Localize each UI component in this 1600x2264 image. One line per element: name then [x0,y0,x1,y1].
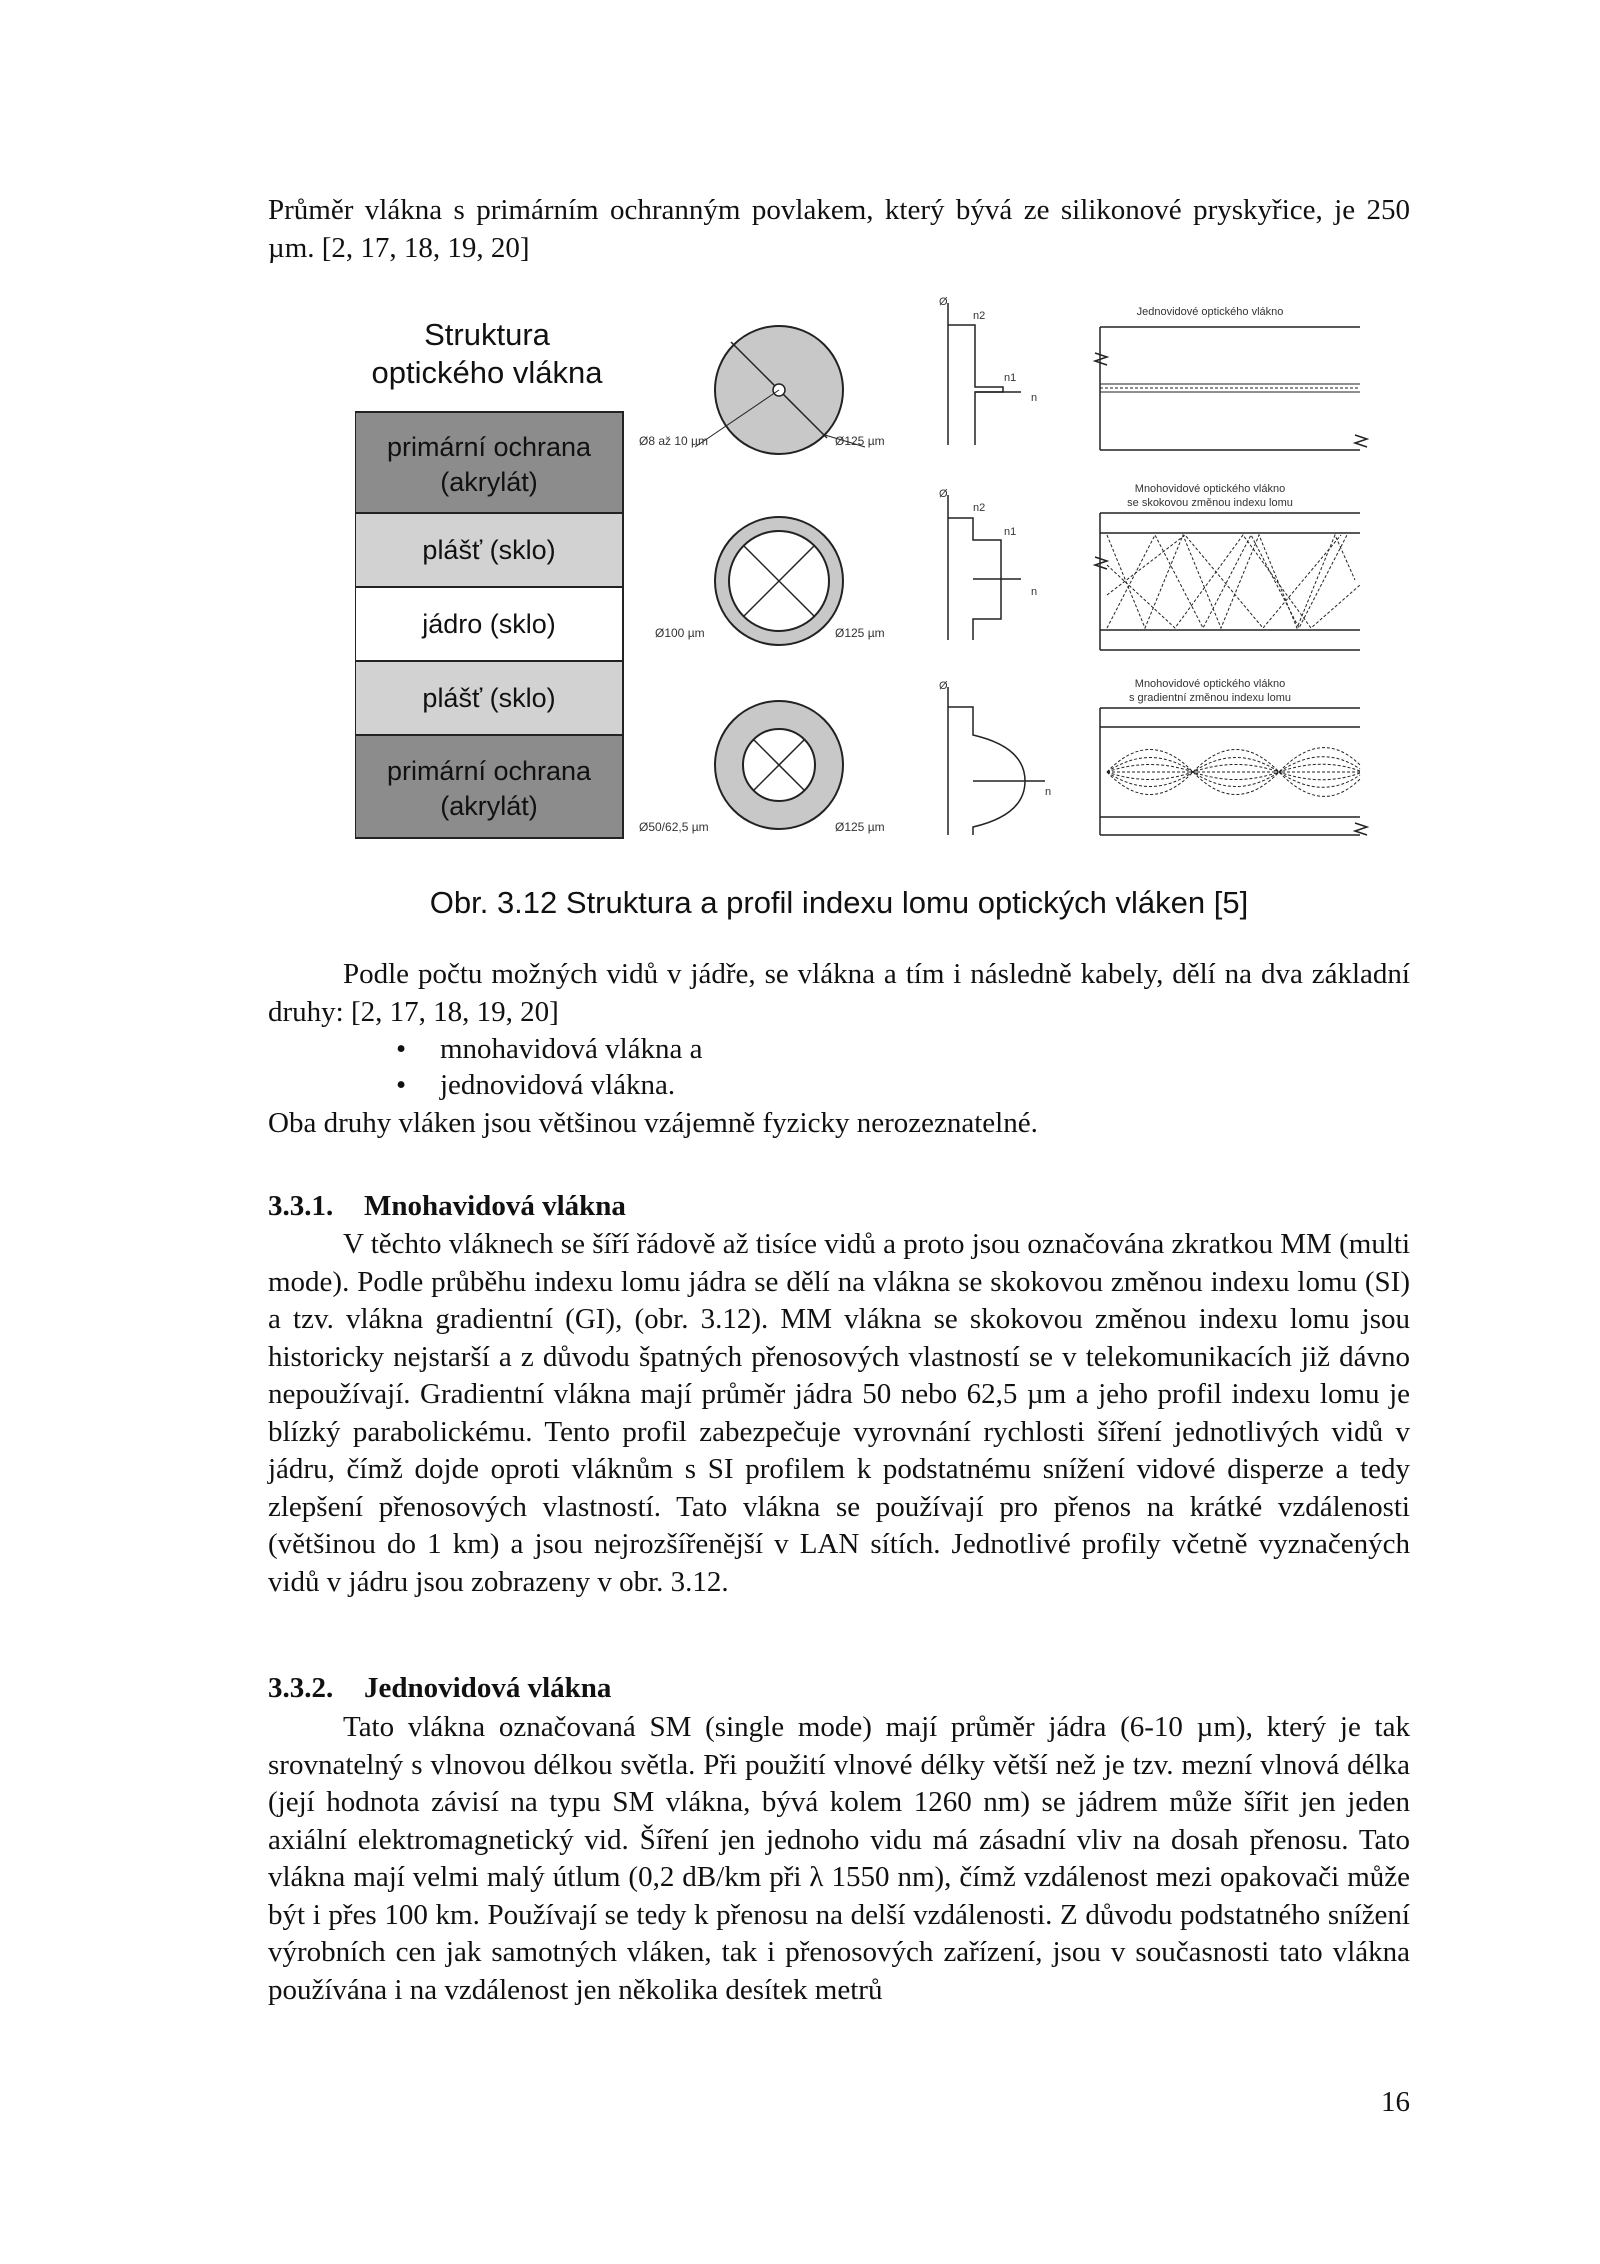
list-item-text: mnohavidová vlákna a [440,1033,703,1065]
sm-n1-label: n1 [1004,372,1017,384]
sm-n-label: n [1031,392,1038,404]
gi-fiber-title-line2: s gradientní změnou indexu lomu [1128,692,1292,704]
types-paragraph: Podle počtu možných vidů v jádře, se vlákna a tím i následně kabely, dělí na dva základní druhy: [2, 17, 18, 19, 20] [268,958,1410,1028]
section-text-multimode: V těchto vláknech se šíří řádově až tisíce vidů a proto jsou označována zkratkou MM (multi mode). Podle průběhu indexu lomu jádra se dělí na vlákna se skokovou změnou indexu lomu (SI) a tzv. vlákna gradientní (GI), (obr. 3.12). MM vlákna se skokovou změnou indexu lomu jsou historicky nejstarší a z důvodu špatných přenosových vlastností se v telekomunikacích již dávno nepoužívají. Gradientní vlákna mají průměr jádra 50 nebo 62,5 µm a jeho profil indexu lomu je blízký parabolickému. Tento profil zabezpečuje vyrovnání rychlosti šíření jednotlivých vidů v jádru, čímž dojde oproti vláknům s SI profilem k podstatnému snížení vidové disperze a tedy zlepšení přenosových vlastností. Tato vlákna se používají pro přenos na krátké vzdálenosti (většinou do 1 km) a jsou nejrozšířenější v LAN sítích. Jednotlivé profily včetně vyznačených vidů v jádru jsou zobrazeny v obr. 3.12. [268,1228,1410,1598]
structure-title-line1: Struktura [424,317,550,352]
layer-coating-top [355,412,623,513]
section-heading-singlemode [268,1672,611,1705]
si-clad-label: Ø125 µm [835,626,885,640]
section-heading-multimode [268,1190,626,1223]
bullet-icon: • [396,1069,407,1101]
si-core-label: Ø100 µm [655,626,705,640]
layer-cladding-top-label: plášť (sklo) [422,535,556,565]
layer-core-label: jádro (sklo) [422,609,556,639]
gi-fiber-title-line1: Mnohovidové optického vlákno [1134,678,1286,690]
section-title: Jednovidová vlákna [364,1672,612,1704]
layer-coating-top-line1: primární ochrana [386,432,592,462]
structure-title-line2: optického vlákna [371,355,603,390]
section-text-singlemode: Tato vlákna označovaná SM (single mode) mají průměr jádra (6-10 µm), který je tak srovnatelný s vlnovou délkou světla. Při použití vlnové délky větší než je tzv. mezní vlnová délka (její hodnota závisí na typu SM vlákna, bývá kolem 1260 nm) se jádrem může šířit jen jeden axiální elektromagnetický vid. Šíření jen jednoho vidu má zásadní vliv na dosah přenosu. Tato vlákna mají velmi malý útlum (0,2 dB/km při λ 1550 nm), čímž vzdálenost mezi opakovači může být i přes 100 km. Používají se tedy k přenosu na delší vzdálenosti. Z důvodu podstatného snížení výrobních cen jak samotných vláken, tak i přenosových zařízení, jsou v současnosti tato vlákna používána i na vzdálenost jen několika desítek metrů [268,1711,1410,2006]
sm-axis-label: Ø [939,296,948,308]
si-fiber-title-line2: se skokovou změnou indexu lomu [1127,497,1293,509]
list-item-text: jednovidová vlákna. [440,1069,676,1101]
sm-fiber-longitudinal [1095,327,1367,450]
intro-paragraph: Průměr vlákna s primárním ochranným povlakem, který bývá ze silikonové pryskyřice, je 250 µm. [2, 17, 18, 19, 20] [268,194,1410,264]
types-note-paragraph: Oba druhy vláken jsou většinou vzájemně fyzicky nerozeznatelné. [268,1107,1038,1139]
section-title: Mnohavidová vlákna [364,1190,626,1222]
list-item [268,1031,1168,1067]
gi-clad-label: Ø125 µm [835,820,885,834]
si-fiber-longitudinal [1095,513,1360,650]
gi-fiber-longitudinal [1100,708,1367,835]
layer-coating-bottom-line2: (akrylát) [440,791,538,821]
sm-n2-label: n2 [973,310,986,322]
figure-caption: Obr. 3.12 Struktura a profil indexu lomu optických vláken [5] [429,885,1249,920]
row-single-mode [639,296,1367,454]
gi-axis-label: Ø [939,680,948,692]
si-axis-label: Ø [939,488,948,500]
si-n-label: n [1031,586,1038,598]
fiber-types-list [268,1031,1168,1103]
gi-index-profile [939,680,1051,835]
gi-n-label: n [1045,786,1052,798]
si-n2-label: n2 [973,502,986,514]
layer-coating-bottom [355,735,623,838]
si-n1-label: n1 [1004,526,1017,538]
layer-coating-top-line2: (akrylát) [440,467,538,497]
sm-index-profile [939,296,1037,445]
si-index-profile [939,488,1037,640]
sm-core-label: Ø8 až 10 µm [639,434,708,448]
fiber-structure-figure [355,295,1425,875]
row-graded-index [639,678,1367,835]
si-fiber-title-line1: Mnohovidové optického vlákno [1134,483,1286,495]
sm-fiber-title: Jednovidové optického vlákno [1136,306,1284,318]
layer-stack [355,412,623,838]
bullet-icon: • [396,1033,407,1065]
gi-core-label: Ø50/62,5 µm [639,820,709,834]
section-number: 3.3.2. [268,1672,334,1704]
layer-coating-bottom-line1: primární ochrana [386,756,592,786]
section-number: 3.3.1. [268,1190,334,1222]
page-number: 16 [1381,2086,1410,2118]
sm-clad-label: Ø125 µm [835,434,885,448]
list-item [268,1067,1168,1103]
layer-cladding-bottom-label: plášť (sklo) [422,683,556,713]
row-step-index [655,483,1360,650]
